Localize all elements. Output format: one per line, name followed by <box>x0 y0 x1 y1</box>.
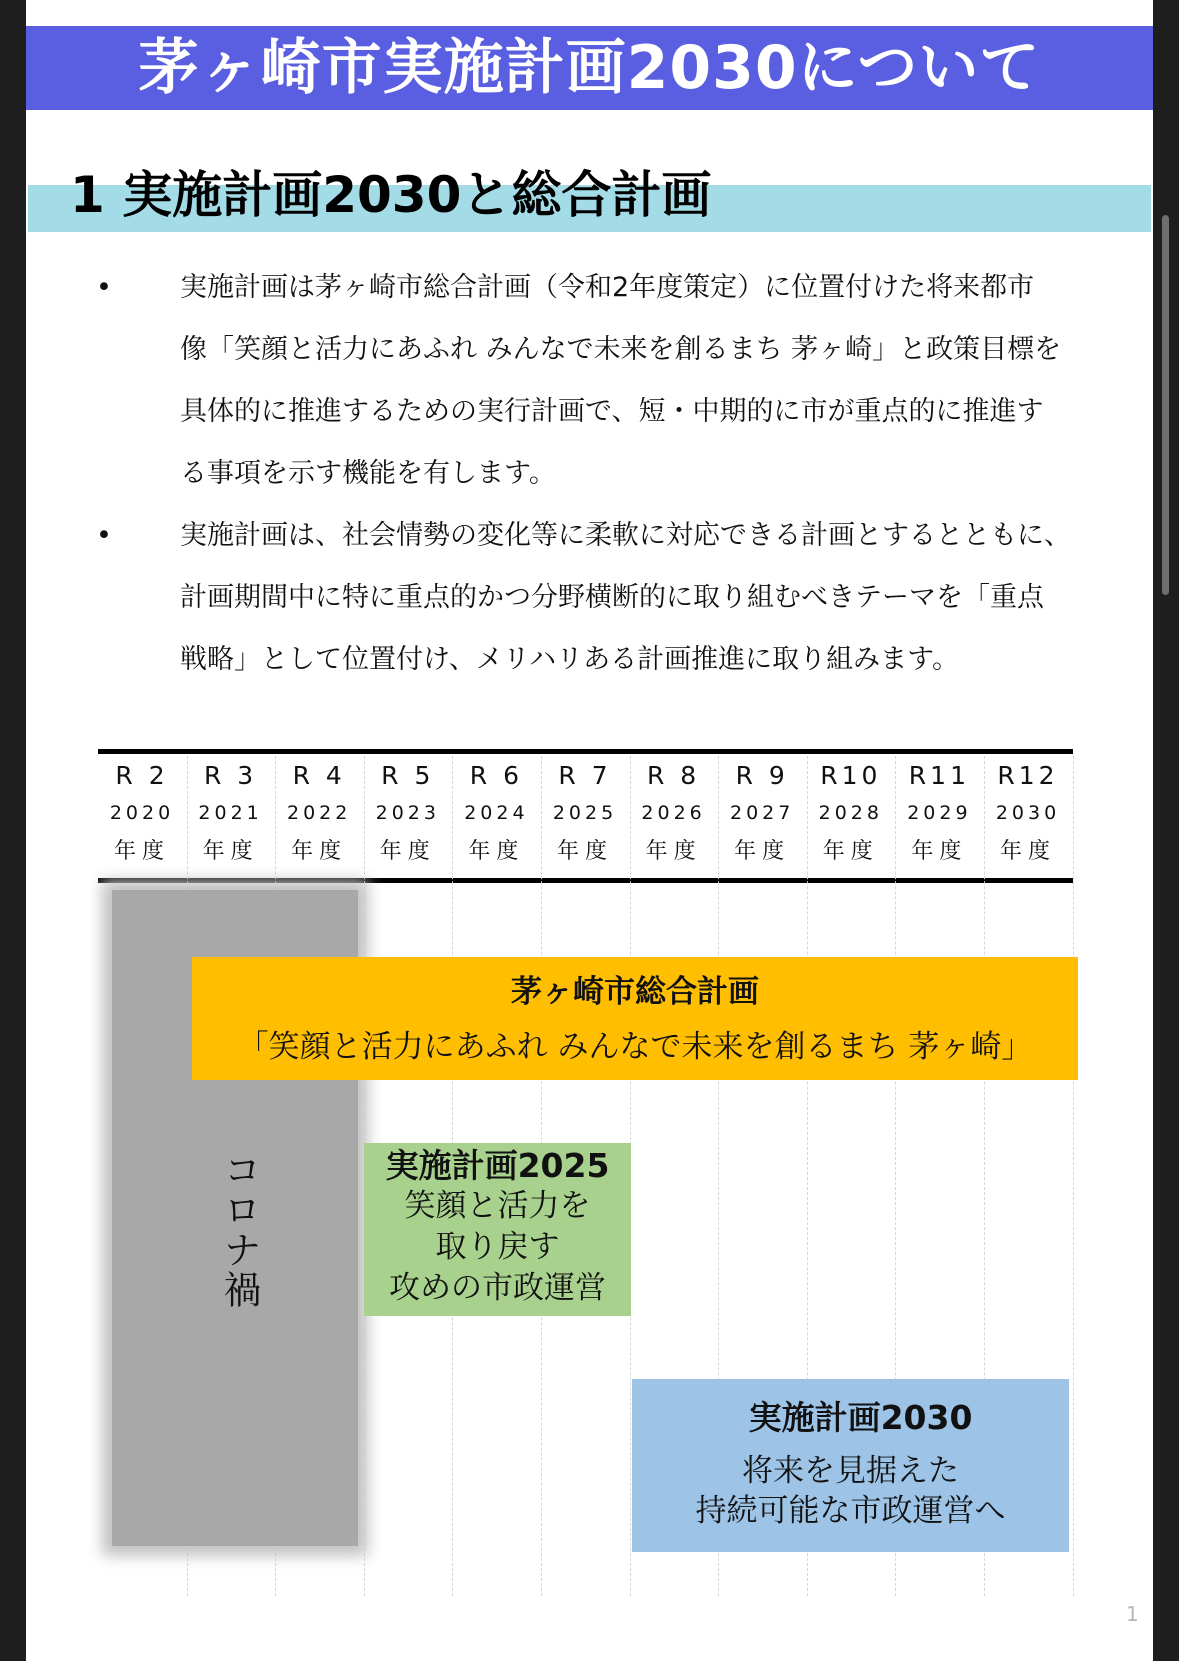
timeline-year-header <box>98 758 186 872</box>
fiscal-year-label: 年度 <box>645 839 702 864</box>
western-year-label: 2021 <box>198 802 263 824</box>
reiwa-year-label: R 7 <box>558 761 612 790</box>
fiscal-year-label: 年度 <box>911 839 968 864</box>
plan-2030-title: 実施計画2030 <box>748 1398 973 1437</box>
timeline-year-header <box>895 758 983 872</box>
timeline-header-rule <box>98 878 1073 883</box>
document-page <box>26 0 1153 1661</box>
reiwa-year-label: R12 <box>997 761 1059 790</box>
timeline-year-header <box>630 758 718 872</box>
plan-2025-box <box>364 1143 631 1316</box>
fiscal-year-label: 年度 <box>822 839 879 864</box>
plan-2025-line: 笑顔と活力を <box>404 1188 591 1224</box>
fiscal-year-label: 年度 <box>113 839 170 864</box>
timeline-year-header <box>275 758 363 872</box>
plan-2025-line: 取り戻す <box>435 1229 560 1265</box>
general-plan-subtitle: 「笑顔と活力にあふれ みんなで未来を創るまち 茅ヶ崎」 <box>237 1029 1033 1065</box>
plan-2025-title: 実施計画2025 <box>385 1146 610 1185</box>
page-number: 1 <box>1126 1602 1139 1626</box>
western-year-label: 2024 <box>464 802 529 824</box>
bullet-line: 実施計画は茅ヶ崎市総合計画（令和2年度策定）に位置付けた将来都市 <box>180 272 1035 303</box>
bullet-item <box>96 505 1116 691</box>
reiwa-year-label: R 2 <box>115 761 169 790</box>
timeline-year-header <box>984 758 1072 872</box>
timeline-year-header <box>807 758 895 872</box>
western-year-label: 2020 <box>109 802 175 824</box>
scrollbar-thumb[interactable] <box>1162 215 1169 595</box>
reiwa-year-label: R 6 <box>469 761 523 790</box>
fiscal-year-label: 年度 <box>734 839 791 864</box>
page-title: 茅ヶ崎市実施計画2030について <box>26 26 1153 110</box>
timeline-year-header <box>718 758 806 872</box>
western-year-label: 2026 <box>641 802 706 824</box>
reiwa-year-label: R10 <box>820 761 882 790</box>
reiwa-year-label: R11 <box>908 761 970 790</box>
fiscal-year-label: 年度 <box>468 839 525 864</box>
western-year-label: 2023 <box>375 802 440 824</box>
fiscal-year-label: 年度 <box>999 839 1056 864</box>
timeline-year-header <box>364 758 452 872</box>
western-year-label: 2025 <box>552 802 618 824</box>
western-year-label: 2030 <box>995 802 1061 824</box>
covid-label: コロナ禍 <box>217 1150 261 1310</box>
fiscal-year-label: 年度 <box>379 839 436 864</box>
timeline-year-header <box>452 758 540 872</box>
bullet-line: 戦略」として位置付け、メリハリある計画推進に取り組みます。 <box>180 644 959 675</box>
bullet-line: 具体的に推進するための実行計画で、短・中期的に市が重点的に推進す <box>180 396 1044 427</box>
bullet-line: る事項を示す機能を有します。 <box>180 458 556 489</box>
general-plan-box <box>192 957 1078 1080</box>
section-title: 1 実施計画2030と総合計画 <box>70 166 712 224</box>
reiwa-year-label: R 9 <box>735 761 789 790</box>
timeline-top-rule <box>98 749 1073 754</box>
plan-2030-line: 持続可能な市政運営へ <box>695 1493 1006 1529</box>
bullet-marker: • <box>96 520 112 551</box>
bullet-line: 実施計画は、社会情勢の変化等に柔軟に対応できる計画とするとともに、 <box>180 520 1071 551</box>
plan-2030-line: 将来を見据えた <box>742 1453 959 1489</box>
reiwa-year-label: R 5 <box>381 761 435 790</box>
western-year-label: 2022 <box>287 802 352 824</box>
plan-2030-box <box>632 1379 1069 1552</box>
reiwa-year-label: R 8 <box>646 761 701 790</box>
bullet-marker: • <box>96 272 112 303</box>
fiscal-year-label: 年度 <box>556 839 613 864</box>
bullet-line: 像「笑顔と活力にあふれ みんなで未来を創るまち 茅ヶ崎」と政策目標を <box>180 334 1062 365</box>
timeline-column-divider <box>1073 756 1074 1596</box>
western-year-label: 2027 <box>730 802 795 824</box>
fiscal-year-label: 年度 <box>291 839 348 864</box>
bullet-line: 計画期間中に特に重点的かつ分野横断的に取り組むべきテーマを「重点 <box>180 582 1044 613</box>
western-year-label: 2029 <box>907 802 972 824</box>
bullet-item <box>96 257 1116 505</box>
bullet-list <box>96 257 1116 691</box>
reiwa-year-label: R 3 <box>203 761 258 790</box>
plan-2025-line: 攻めの市政運営 <box>389 1270 606 1306</box>
timeline-year-header <box>541 758 629 872</box>
general-plan-title: 茅ヶ崎市総合計画 <box>511 974 759 1010</box>
reiwa-year-label: R 4 <box>292 761 346 790</box>
fiscal-year-label: 年度 <box>202 839 259 864</box>
timeline-year-header <box>187 758 275 872</box>
western-year-label: 2028 <box>818 802 883 824</box>
